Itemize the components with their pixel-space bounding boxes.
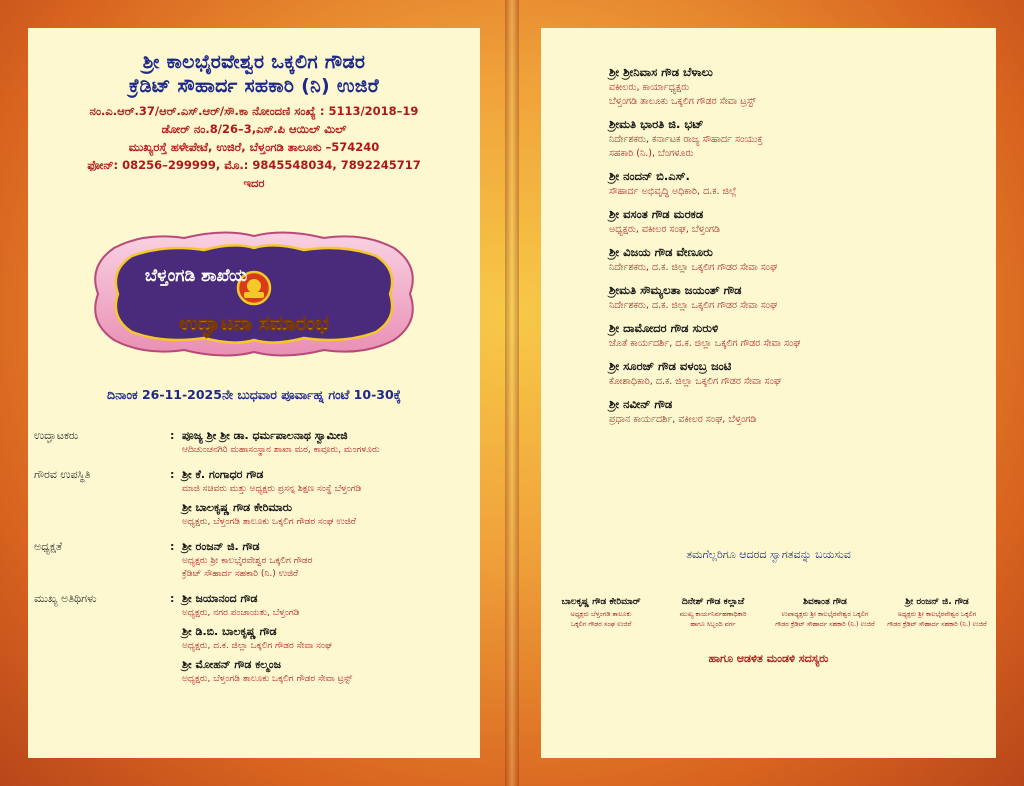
- page-fold: [505, 0, 519, 786]
- person-name: ಶ್ರೀ ರಂಜನ್ ಜಿ. ಗೌಡ: [182, 540, 260, 553]
- program-row-honorary: [34, 467, 474, 533]
- phone-line: ಫೋನ್: 08256–299999, ಮೊ.: 9845548034, 7892245717: [87, 158, 421, 172]
- guest-item: [609, 116, 979, 161]
- person: [182, 500, 474, 529]
- person-desc: ಮಾಜಿ ಸಚಿವರು ಮತ್ತು ಅಧ್ಯಕ್ಷರು ಪ್ರಸನ್ನ ಶಿಕ್ಷಣ ಸಂಸ್ಥೆ ಬೆಳ್ತಂಗಡಿ: [182, 484, 362, 494]
- host-item: [769, 596, 881, 629]
- host-name: ದಿನೇಶ್ ಗೌಡ ಕಲ್ಲಾಜೆ: [681, 597, 745, 607]
- role-colon: :: [170, 592, 175, 605]
- person: [182, 467, 474, 496]
- guest-item: [609, 206, 979, 237]
- guest-name: ಶ್ರೀ ಶ್ರೀನಿವಾಸ ಗೌಡ ಬೆಳಾಲು: [609, 65, 713, 79]
- role-colon: :: [170, 540, 175, 553]
- guest-desc: ವಕೀಲರು, ಕಾರ್ಯಾಧ್ಯಕ್ಷರು: [609, 82, 690, 93]
- guest-desc: ಪ್ರಧಾನ ಕಾರ್ಯದರ್ಶಿ, ವಕೀಲರ ಸಂಘ, ಬೆಳ್ತಂಗಡಿ: [609, 414, 757, 425]
- guest-item: [609, 244, 979, 275]
- guest-name: ಶ್ರೀ ದಾಮೋದರ ಗೌಡ ಸುರುಳಿ: [609, 321, 719, 335]
- host-list: [545, 596, 993, 629]
- right-page: [541, 28, 996, 758]
- person-name: ಶ್ರೀ ಜಯಾನಂದ ಗೌಡ: [182, 592, 258, 605]
- role-label: ಮುಖ್ಯ ಅತಿಥಿಗಳು: [34, 592, 97, 605]
- branch-label: ಬೆಳ್ತಂಗಡಿ ಶಾಖೆಯ: [144, 266, 248, 286]
- person-name: ಪೂಜ್ಯ ಶ್ರೀ ಶ್ರೀ ಡಾ. ಧರ್ಮಪಾಲನಾಥ ಸ್ವಾಮೀಜಿ: [182, 429, 348, 442]
- person-desc: ಅಧ್ಯಕ್ಷರು, ಬೆಳ್ತಂಗಡಿ ತಾಲೂಕು ಒಕ್ಕಲಿಗ ಗೌಡರ ಸೇವಾ ಟ್ರಸ್ಟ್: [182, 674, 353, 684]
- address-line: ಮುಖ್ಯರಸ್ತೆ ಹಳೇಪೇಟೆ, ಉಜಿರೆ, ಬೆಳ್ತಂಗಡಿ ತಾಲೂಕು –574240: [128, 140, 380, 154]
- guest-desc: ನಿರ್ದೇಶಕರು, ಕರ್ನಾಟಕ ರಾಜ್ಯ ಸೌಹಾರ್ದ ಸಂಯುಕ್ತ: [609, 134, 763, 145]
- guest-desc: ಅಧ್ಯಕ್ಷರು, ವಕೀಲರ ಸಂಘ, ಬೆಳ್ತಂಗಡಿ: [609, 224, 721, 235]
- person-desc: ಅಧ್ಯಕ್ಷರು, ಬೆಳ್ತಂಗಡಿ ತಾಲೂಕು ಒಕ್ಕಲಿಗ ಗೌಡರ ಸಂಘ ಉಜಿರೆ: [182, 517, 356, 527]
- guest-list: [609, 64, 979, 434]
- host-desc-line2: ಗೌಡರ ಕ್ರೆಡಿಟ್ ಸೌಹಾರ್ದ ಸಹಕಾರಿ (ನಿ.) ಉಜಿರೆ: [775, 620, 875, 628]
- host-desc: ಮುಖ್ಯ ಕಾರ್ಯನಿರ್ವಹಣಾಧಿಕಾರಿ: [679, 610, 747, 618]
- program-row-presidency: [34, 539, 474, 585]
- left-page: [28, 28, 480, 758]
- program-row-inaugurator: [34, 428, 474, 461]
- door-number-line: ಡೋರ್ ನಂ.8/26–3,ಎಸ್.ಪಿ ಆಯಿಲ್ ಮಿಲ್: [161, 122, 347, 136]
- person: [182, 624, 474, 653]
- host-name: ಬಾಲಕೃಷ್ಣ ಗೌಡ ಕೇರಿಮಾರ್: [561, 597, 641, 607]
- guest-name: ಶ್ರೀ ನಂದನ್ ಬಿ.ಎಸ್.: [609, 169, 690, 183]
- guest-item: [609, 64, 979, 109]
- org-title-line1: ಶ್ರೀ ಕಾಲಭೈರವೇಶ್ವರ ಒಕ್ಕಲಿಗ ಗೌಡರ: [142, 51, 366, 73]
- person: [182, 428, 474, 457]
- guest-item: [609, 358, 979, 389]
- guest-item: [609, 282, 979, 313]
- role-colon: :: [170, 429, 175, 442]
- guest-name: ಶ್ರೀಮತಿ ಭಾರತಿ ಜಿ. ಭಟ್: [609, 117, 704, 131]
- guest-item: [609, 396, 979, 427]
- guest-item: [609, 320, 979, 351]
- host-desc-line2: ಹಾಗೂ ಸಿಬ್ಬಂದಿ ವರ್ಗ: [690, 620, 736, 628]
- person: [182, 591, 474, 620]
- host-desc: ಅಧ್ಯಕ್ಷರು ಬೆಳ್ತಂಗಡಿ ತಾಲೂಕು: [570, 610, 632, 618]
- person-name: ಶ್ರೀ ಕೆ. ಗಂಗಾಧರ ಗೌಡ: [182, 468, 264, 481]
- guest-desc: ಕೋಶಾಧಿಕಾರಿ, ದ.ಕ. ಜಿಲ್ಲಾ ಒಕ್ಕಲಿಗ ಗೌಡರ ಸೇವಾ ಸಂಘ: [609, 376, 781, 387]
- person-desc: ಅಧ್ಯಕ್ಷರು, ದ.ಕ. ಜಿಲ್ಲಾ ಒಕ್ಕಲಿಗ ಗೌಡರ ಸೇವಾ ಸಂಘ: [182, 641, 332, 651]
- registration-line: ನಂ.ಎ.ಆರ್.37/ಆರ್.ಎಸ್.ಆರ್/ಸೌ.ಕಾ ನೋಂದಣಿ ಸಂಖ್ಯೆ : 5113/2018–19: [89, 104, 419, 118]
- host-desc: ಉಪಾಧ್ಯಕ್ಷರು ಶ್ರೀ ಕಾಲಭೈರವೇಶ್ವರ ಒಕ್ಕಲಿಗ: [781, 610, 869, 618]
- role-label: ಅಧ್ಯಕ್ಷತೆ: [34, 540, 63, 553]
- committee-members-line: ಹಾಗೂ ಆಡಳಿತ ಮಂಡಳಿ ಸದಸ್ಯರು: [708, 652, 829, 665]
- guest-desc-line2: ಸಹಕಾರಿ (ನಿ.), ಬೆಂಗಳೂರು: [609, 148, 694, 159]
- guest-desc: ನಿರ್ದೇಶಕರು, ದ.ಕ. ಜಿಲ್ಲಾ ಒಕ್ಕಲಿಗ ಗೌಡರ ಸೇವಾ ಸಂಘ: [609, 300, 778, 311]
- welcome-line: ತಮಗೆಲ್ಲರಿಗೂ ಆದರದ ಸ್ವಾಗತವನ್ನು ಬಯಸುವ: [686, 548, 851, 561]
- guest-name: ಶ್ರೀ ನವೀನ್ ಗೌಡ: [609, 397, 673, 411]
- person: [182, 657, 474, 686]
- person-desc: ಆದಿಚುಂಚನಗಿರಿ ಮಹಾಸಂಸ್ಥಾನ ಶಾಖಾ ಮಠ, ಕಾವೂರು, ಮಂಗಳೂರು: [182, 445, 380, 455]
- guest-name: ಶ್ರೀ ವಿಜಯ ಗೌಡ ವೇಣೂರು: [609, 245, 713, 259]
- role-label: ಉದ್ಘಾಟಕರು: [34, 429, 79, 442]
- host-desc-line2: ಒಕ್ಕಲಿಗ ಗೌಡರ ಸಂಘ ಉಜಿರೆ: [570, 620, 632, 628]
- org-title-line2: ಕ್ರೆಡಿಟ್ ಸೌಹಾರ್ದ ಸಹಕಾರಿ (ನಿ) ಉಜಿರೆ: [129, 75, 379, 97]
- person-desc-line2: ಕ್ರೆಡಿಟ್ ಸೌಹಾರ್ದ ಸಹಕಾರಿ (ನಿ.) ಉಜಿರೆ: [182, 569, 299, 579]
- guest-desc: ಜೊತೆ ಕಾರ್ಯದರ್ಶಿ, ದ.ಕ. ಜಿಲ್ಲಾ ಒಕ್ಕಲಿಗ ಗೌಡರ ಸೇವಾ ಸಂಘ: [609, 338, 801, 349]
- role-colon: :: [170, 468, 175, 481]
- host-item: [657, 596, 769, 629]
- guest-desc: ನಿರ್ದೇಶಕರು, ದ.ಕ. ಜಿಲ್ಲಾ ಒಕ್ಕಲಿಗ ಗೌಡರ ಸೇವಾ ಸಂಘ: [609, 262, 778, 273]
- host-item: [545, 596, 657, 629]
- person-name: ಶ್ರೀ ಡಿ.ಬಿ. ಬಾಲಕೃಷ್ಣ ಗೌಡ: [182, 625, 277, 638]
- host-item: [881, 596, 993, 629]
- person-desc: ಅಧ್ಯಕ್ಷರು ಶ್ರೀ ಕಾಲಭೈರವೇಶ್ವರ ಒಕ್ಕಲಿಗ ಗೌಡರ: [182, 556, 313, 566]
- guest-desc-line2: ಬೆಳ್ತಂಗಡಿ ತಾಲೂಕು ಒಕ್ಕಲಿಗ ಗೌಡರ ಸೇವಾ ಟ್ರಸ್ಟ್: [609, 96, 756, 107]
- person: [182, 539, 474, 581]
- guest-name: ಶ್ರೀ ಸೂರಜ್ ಗೌಡ ವಳಂಬ್ರ ಜಂಟಿ: [609, 359, 732, 373]
- host-desc-line2: ಗೌಡರ ಕ್ರೆಡಿಟ್ ಸೌಹಾರ್ದ ಸಹಕಾರಿ (ನಿ.) ಉಜಿರೆ: [887, 620, 987, 628]
- program-list: [34, 428, 474, 696]
- event-date: ದಿನಾಂಕ 26-11-2025ನೇ ಬುಧವಾರ ಪೂರ್ವಾಹ್ನ ಗಂಟೆ 10-30ಕ್ಕೆ: [107, 387, 401, 402]
- person-desc: ಅಧ್ಯಕ್ಷರು, ನಗರ ಪಂಚಾಯತು, ಬೆಳ್ತಂಗಡಿ: [182, 608, 300, 618]
- program-row-chief-guests: [34, 591, 474, 690]
- host-name: ಶ್ರೀ ರಂಜನ್ ಜಿ. ಗೌಡ: [905, 597, 969, 607]
- person-name: ಶ್ರೀ ಬಾಲಕೃಷ್ಣ ಗೌಡ ಕೇರಿಮಾರು: [182, 501, 293, 514]
- role-label: ಗೌರವ ಉಪಸ್ಥಿತಿ: [34, 468, 91, 481]
- idara-line: ಇದರ: [243, 176, 265, 190]
- guest-name: ಶ್ರೀ ವಸಂತ ಗೌಡ ಮರಕಡ: [609, 207, 704, 221]
- guest-item: [609, 168, 979, 199]
- event-label: ಉದ್ಘಾಟನಾ ಸಮಾರಂಭ: [179, 311, 329, 335]
- host-name: ಶಿವಕಾಂತ ಗೌಡ: [803, 597, 847, 607]
- inauguration-emblem: [84, 226, 424, 361]
- guest-desc: ಸೌಹಾರ್ದ ಅಭಿವೃದ್ಧಿ ಅಧಿಕಾರಿ, ದ.ಕ. ಜಿಲ್ಲೆ: [609, 186, 737, 197]
- guest-name: ಶ್ರೀಮತಿ ಸೌಮ್ಯಲತಾ ಜಯಂತ್ ಗೌಡ: [609, 283, 742, 297]
- person-name: ಶ್ರೀ ಮೋಹನ್ ಗೌಡ ಕಲ್ಮಂಜ: [182, 658, 282, 671]
- host-desc: ಅಧ್ಯಕ್ಷರು ಶ್ರೀ ಕಾಲಭೈರವೇಶ್ವರ ಒಕ್ಕಲಿಗ: [897, 610, 977, 618]
